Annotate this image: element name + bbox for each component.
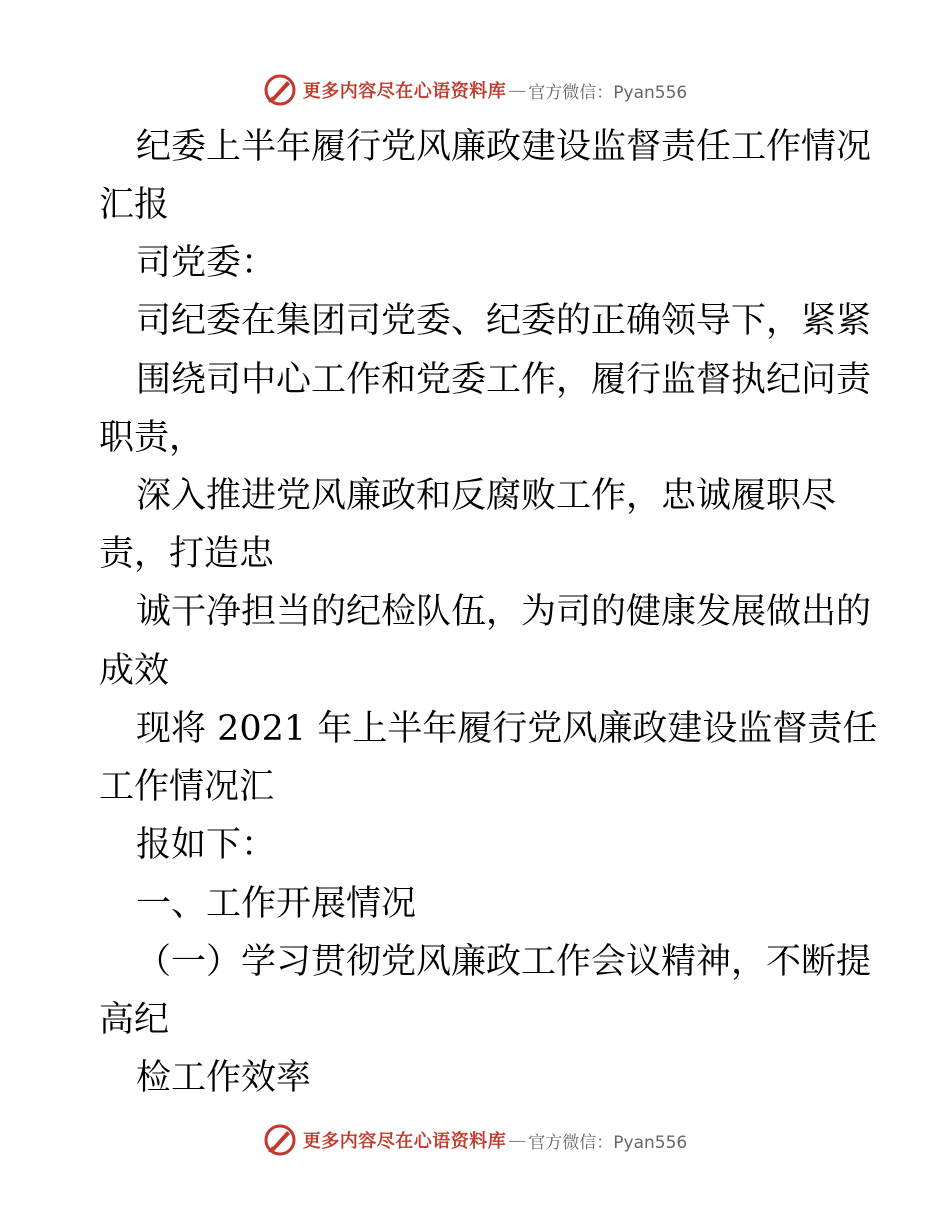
text-line: 现将 2021 年上半年履行党风廉政建设监督责任 (136, 709, 878, 749)
text-line: 诚干净担当的纪检队伍，为司的健康发展做出的 (136, 592, 872, 632)
watermark-brand: 更多内容尽在心语资料库 (302, 1131, 507, 1152)
text-line: 责，打造忠 (99, 534, 275, 574)
watermark-contact: 官方微信：Pyan556 (528, 82, 688, 103)
text-line: 围绕司中心工作和党委工作，履行监督执纪问责 (136, 360, 872, 400)
watermark-dash: — (508, 79, 527, 101)
text-line: 汇报 (99, 185, 170, 225)
footer-watermark (0, 1120, 950, 1160)
text-line: 深入推进党风廉政和反腐败工作，忠诚履职尽 (136, 476, 837, 516)
text-line: 纪委上半年履行党风廉政建设监督责任工作情况 (136, 127, 872, 167)
quill-seal-icon (263, 1123, 297, 1157)
text-line: 成效 (99, 651, 170, 691)
quill-seal-icon (263, 73, 297, 107)
watermark-brand: 更多内容尽在心语资料库 (302, 81, 507, 102)
watermark-dash: — (508, 1129, 527, 1151)
header-watermark (0, 70, 950, 110)
watermark-contact: 官方微信：Pyan556 (528, 1132, 688, 1153)
text-line: 司纪委在集团司党委、纪委的正确领导下，紧紧 (136, 301, 872, 341)
text-line: 司党委： (136, 243, 277, 283)
text-line: 检工作效率 (136, 1058, 312, 1098)
text-line: 报如下： (136, 825, 277, 865)
text-line: 工作情况汇 (99, 767, 275, 807)
text-line: 高纪 (99, 1000, 170, 1040)
text-line: 职责， (99, 418, 205, 458)
section-heading: 一、工作开展情况 (136, 884, 417, 924)
subsection-heading: （一）学习贯彻党风廉政工作会议精神，不断提 (136, 942, 872, 982)
